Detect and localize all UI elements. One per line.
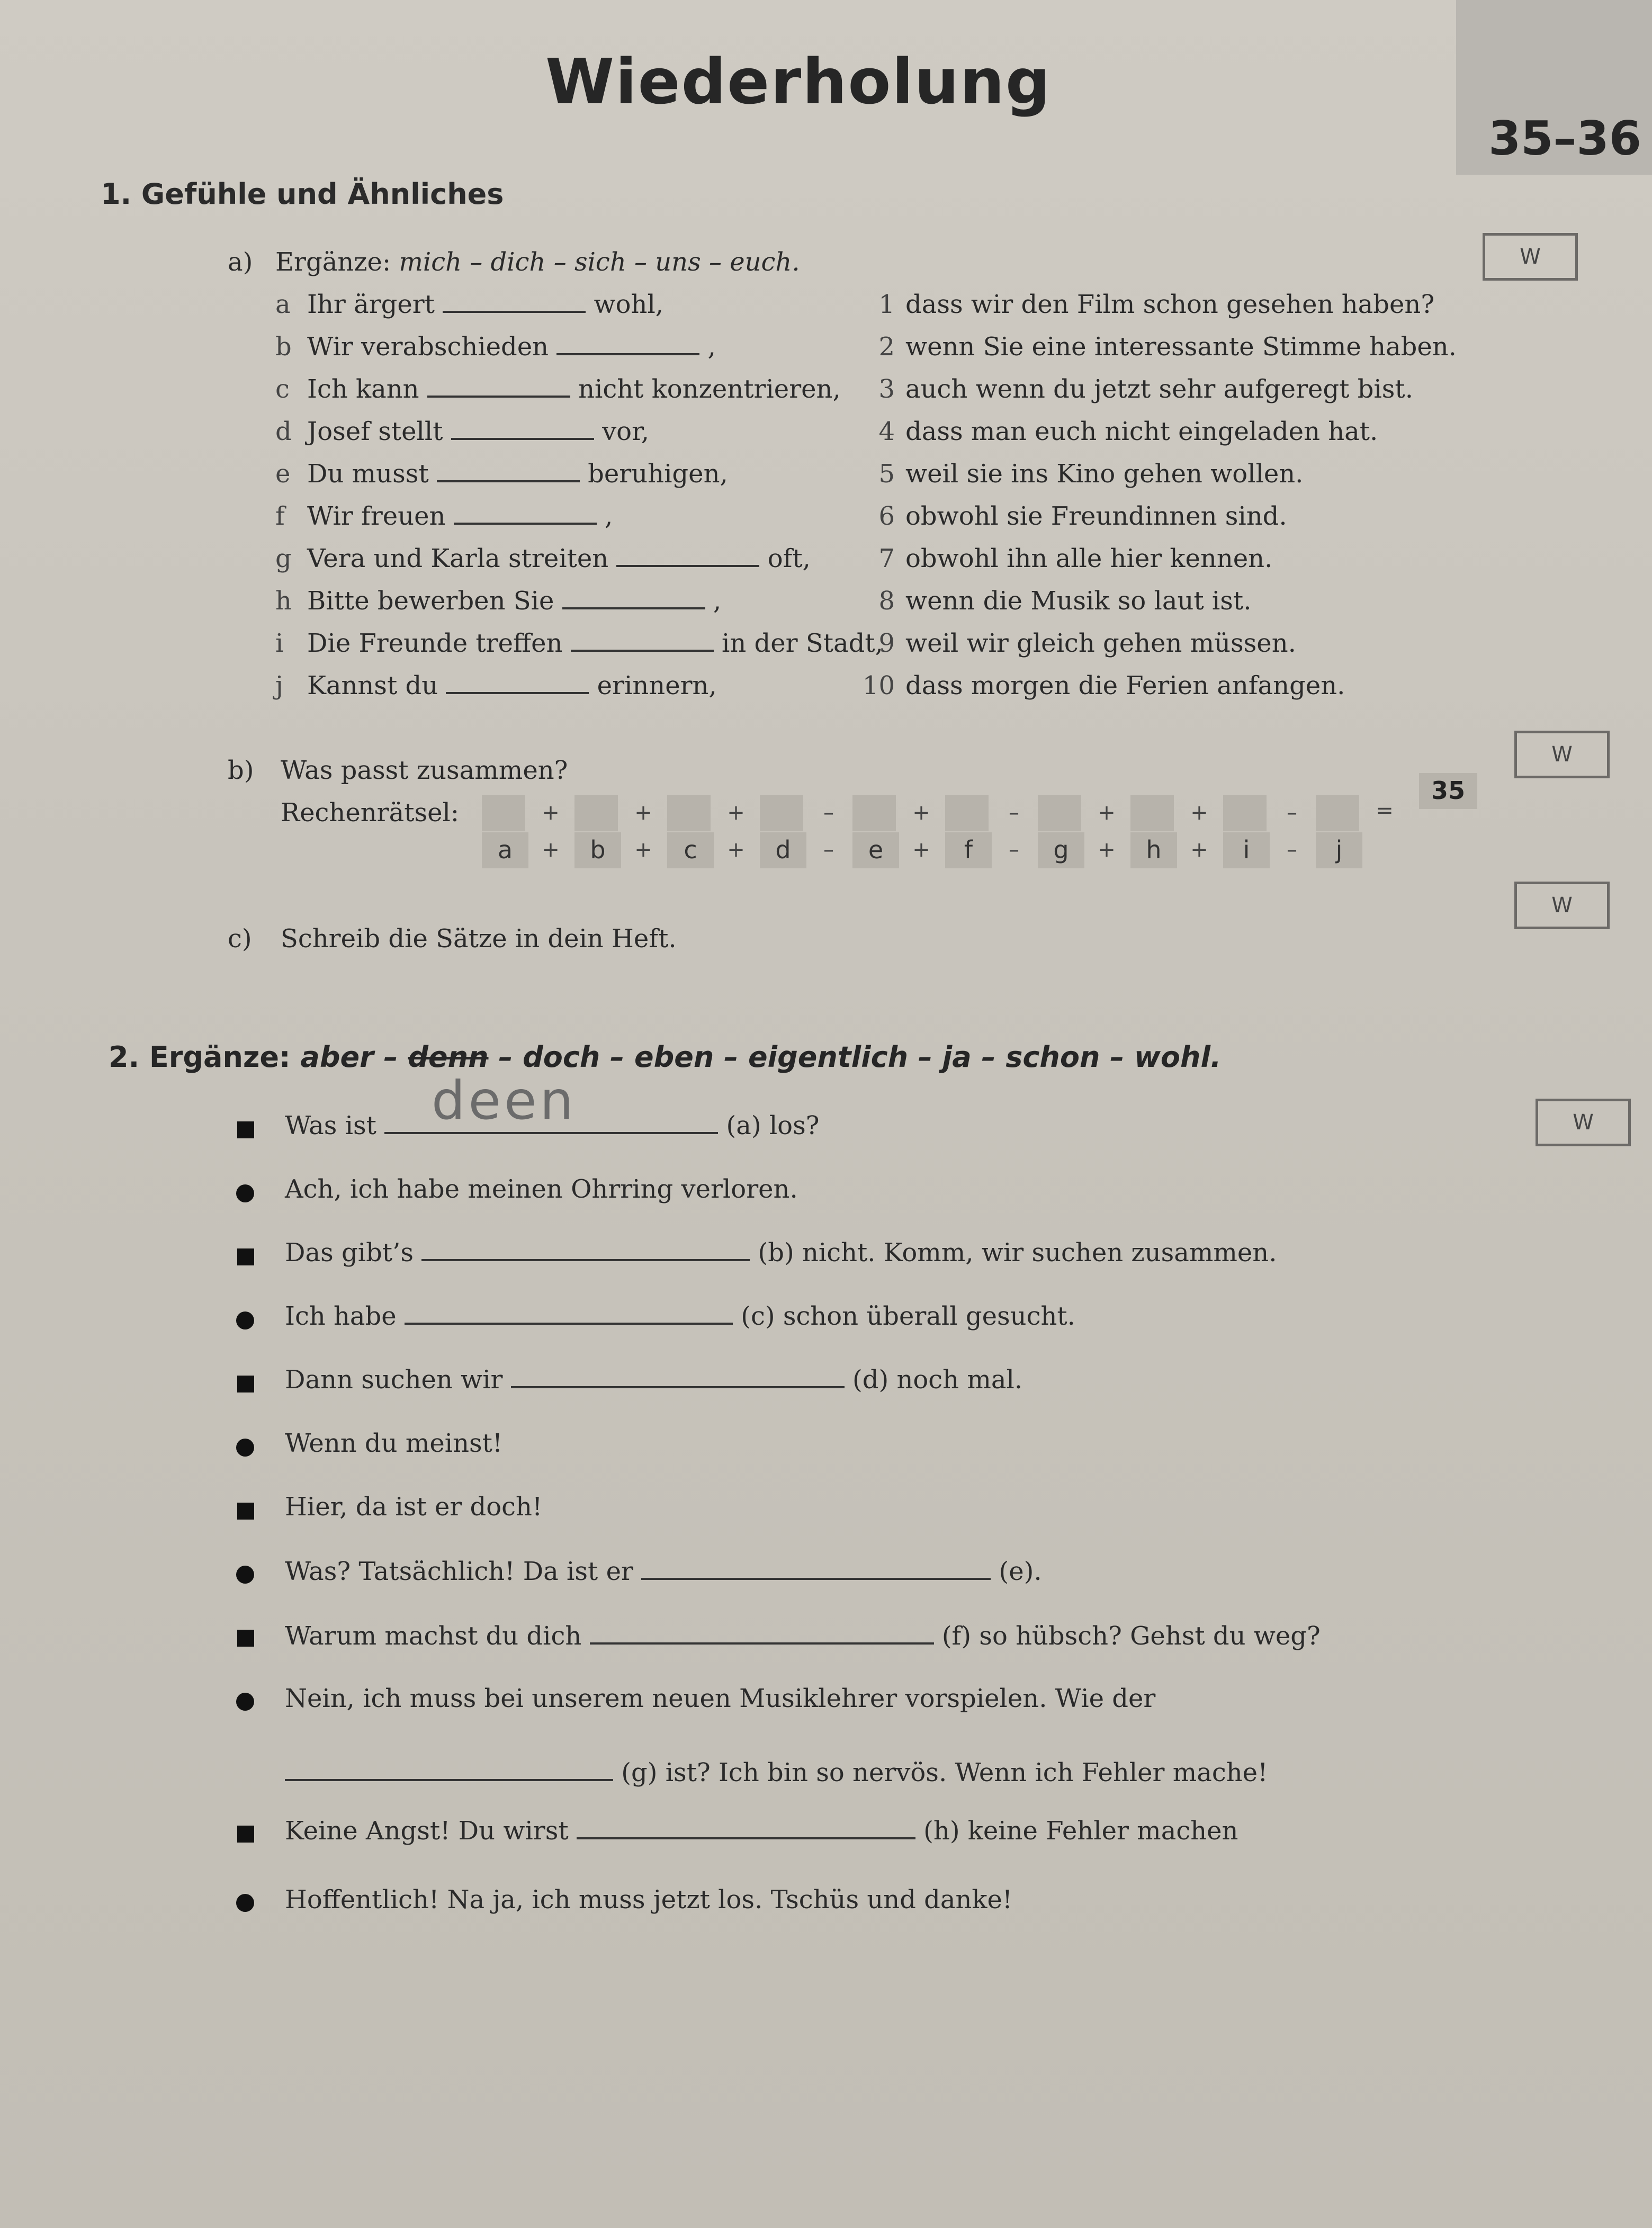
sentence-start-i [275,628,883,658]
circle-bullet [236,1894,254,1912]
answer-square[interactable] [482,795,525,831]
sentence-start-b [275,332,716,362]
sentence-before: Josef stellt [307,417,443,446]
item-number: 2 [878,332,895,362]
answer-square[interactable] [760,795,803,831]
sentence-after: wohl, [594,290,664,319]
answer-blank[interactable] [437,460,580,482]
line-before: Das gibt’s [285,1238,414,1268]
separator: – [488,1040,523,1074]
puzzle-label: Rechenrätsel: [281,798,460,828]
circle-bullet [236,1311,254,1329]
answer-blank[interactable] [641,1558,991,1580]
word-option: doch [523,1040,600,1074]
dialogue-line: Nein, ich muss bei unserem neuen Musiklehrer vorspielen. Wie der [285,1684,1156,1713]
sentence-before: Die Freunde treffen [307,628,563,658]
separator: – [971,1040,1006,1074]
line-before: Warum machst du dich [285,1621,582,1651]
item-number: 3 [878,374,895,404]
square-bullet [237,1826,254,1843]
word-option: eigentlich [748,1040,909,1074]
answer-blank[interactable] [285,1759,613,1781]
sentence-end-7 [858,544,1272,573]
answer-square[interactable] [667,795,711,831]
square-bullet [237,1376,254,1392]
line-after: (c) schon überall gesucht. [741,1301,1075,1331]
answer-blank[interactable] [451,418,594,440]
sentence-end-9 [858,628,1296,658]
sentence-start-d [275,417,649,446]
part-b-instruction: Was passt zusammen? [281,756,568,785]
sentence-end-text: dass wir den Film schon gesehen haben? [905,290,1435,319]
operator: + [542,838,560,862]
answer-blank[interactable] [590,1622,934,1645]
w-box-2: W [1536,1099,1631,1146]
answer-blank[interactable] [421,1239,750,1261]
operator: – [1287,801,1297,825]
separator: – [600,1040,634,1074]
sentence-end-3 [858,374,1413,404]
sentence-start-c [275,374,841,404]
item-number: 8 [878,586,895,616]
section-1-heading: 1. Gefühle und Ähnliches [101,177,504,211]
dialogue-line-h [285,1816,1238,1846]
item-letter: a [275,290,291,319]
answer-square[interactable] [1130,795,1174,831]
item-letter: i [275,628,284,658]
operator: + [634,801,652,825]
letter-square: h [1130,832,1177,868]
word-option: wohl. [1134,1040,1222,1074]
operator: + [912,838,930,862]
answer-square[interactable] [852,795,896,831]
word-option-struck: denn [408,1040,489,1074]
sentence-before: Kannst du [307,671,438,700]
letter-square: b [574,832,621,868]
operator: – [823,838,834,862]
item-letter: f [275,501,285,531]
answer-blank[interactable] [562,587,705,609]
answer-blank[interactable] [571,630,714,652]
item-number: 4 [878,417,895,446]
item-letter: d [275,417,292,446]
dialogue-line-g [285,1758,1268,1787]
answer-square[interactable] [945,795,989,831]
operator: – [1009,801,1019,825]
line-after: (a) los? [726,1111,820,1140]
answer-blank[interactable] [427,375,570,398]
sentence-start-f [275,501,613,531]
answer-blank[interactable] [577,1817,915,1839]
dialogue-line-d [285,1365,1022,1395]
item-letter: b [275,332,292,362]
w-box-a: W [1483,233,1578,281]
letter-square: g [1038,832,1084,868]
heading-prefix: 2. Ergänze: [109,1040,301,1074]
item-number: 1 [878,290,895,319]
sentence-before: Du musst [307,459,429,489]
sentence-start-h [275,586,721,616]
sentence-end-text: dass morgen die Ferien anfangen. [905,671,1345,700]
line-after: (e). [999,1557,1042,1586]
answer-blank[interactable] [454,502,597,525]
page-numbers: 35–36 [1488,111,1641,166]
operator: + [1098,801,1116,825]
line-after: (g) ist? Ich bin so nervös. Wenn ich Fehler mache! [621,1758,1268,1787]
item-number: 5 [878,459,895,489]
sentence-after: , [707,332,716,362]
line-after: (h) keine Fehler machen [923,1816,1238,1846]
dialogue-line: Hier, da ist er doch! [285,1492,543,1522]
part-b-label: b) [228,756,254,785]
answer-blank[interactable] [511,1366,845,1388]
part-c-instruction: Schreib die Sätze in dein Heft. [281,924,677,954]
operator: + [634,838,652,862]
sentence-before: Ich kann [307,374,419,404]
dialogue-line: Wenn du meinst! [285,1429,503,1458]
part-a-instruction [275,247,800,277]
operator: + [727,801,745,825]
sentence-after: , [713,586,722,616]
section-2-heading [109,1040,1221,1074]
sentence-end-text: obwohl sie Freundinnen sind. [905,501,1287,531]
operator: – [1009,838,1019,862]
sentence-before: Wir freuen [307,501,446,531]
separator: – [908,1040,942,1074]
item-letter: c [275,374,290,404]
operator: – [1287,838,1297,862]
letter-square: a [482,832,528,868]
square-bullet [237,1503,254,1520]
letter-square: f [945,832,992,868]
word-option: ja [942,1040,972,1074]
dialogue-line-c [285,1301,1075,1331]
handwritten-answer: deen [432,1070,577,1131]
answer-blank[interactable] [556,333,699,355]
sentence-end-text: wenn Sie eine interessante Stimme haben. [905,332,1457,362]
operator: + [1098,838,1116,862]
line-after: (b) nicht. Komm, wir suchen zusammen. [758,1238,1277,1268]
sentence-end-text: weil wir gleich gehen müssen. [905,628,1296,658]
sentence-end-5 [858,459,1303,489]
sentence-start-j [275,671,717,700]
sentence-end-4 [858,417,1378,446]
sentence-after: erinnern, [597,671,717,700]
sentence-after: beruhigen, [588,459,728,489]
answer-square[interactable] [1316,795,1359,831]
w-box-c: W [1514,882,1610,929]
letter-square: e [852,832,899,868]
separator: – [1100,1040,1135,1074]
page-title: Wiederholung [545,45,1052,118]
sentence-before: Bitte bewerben Sie [307,586,554,616]
instruction-word-list: mich – dich – sich – uns – euch. [399,247,800,277]
dialogue-line-b [285,1238,1277,1268]
sentence-end-text: weil sie ins Kino gehen wollen. [905,459,1304,489]
operator: + [1190,801,1208,825]
instruction-prefix: Ergänze: [275,247,399,277]
item-letter: h [275,586,292,616]
line-before: Was ist [285,1111,376,1140]
square-bullet [237,1248,254,1265]
answer-blank[interactable] [405,1302,733,1325]
sentence-after: , [604,501,613,531]
square-bullet [237,1121,254,1138]
line-after: (f) so hübsch? Gehst du weg? [941,1621,1321,1651]
word-option: eben [634,1040,714,1074]
operator: + [1190,838,1208,862]
dialogue-line: Ach, ich habe meinen Ohrring verloren. [285,1174,798,1204]
answer-blank[interactable] [616,545,759,567]
part-a-label: a) [228,247,253,277]
line-after: (d) noch mal. [852,1365,1023,1395]
item-number: 9 [878,628,895,658]
letter-square: i [1223,832,1270,868]
dialogue-line: Hoffentlich! Na ja, ich muss jetzt los. Tschüs und danke! [285,1885,1013,1915]
sentence-end-2 [858,332,1457,362]
letter-square: d [760,832,806,868]
sentence-before: Wir verabschieden [307,332,549,362]
item-number: 6 [878,501,895,531]
answer-square[interactable] [1223,795,1267,831]
sentence-after: oft, [767,544,811,573]
word-option: aber [300,1040,374,1074]
circle-bullet [236,1184,254,1202]
line-before: Ich habe [285,1301,397,1331]
operator: + [727,838,745,862]
letter-square: c [667,832,714,868]
sentence-after: vor, [602,417,650,446]
sentence-end-text: wenn die Musik so laut ist. [905,586,1252,616]
circle-bullet [236,1439,254,1457]
sentence-start-a [275,290,663,319]
item-letter: e [275,459,291,489]
item-letter: j [275,671,283,700]
line-before: Keine Angst! Du wirst [285,1816,569,1846]
operator: + [542,801,560,825]
operator: – [823,801,834,825]
circle-bullet [236,1566,254,1584]
item-number: 10 [862,671,895,700]
sentence-end-8 [858,586,1251,616]
sentence-end-1 [858,290,1434,319]
circle-bullet [236,1693,254,1711]
separator: – [373,1040,408,1074]
operator: + [912,801,930,825]
line-before: Dann suchen wir [285,1365,503,1395]
line-before: Was? Tatsächlich! Da ist er [285,1557,633,1586]
sentence-before: Ihr ärgert [307,290,435,319]
sentence-after: nicht konzentrieren, [578,374,841,404]
sentence-end-10 [858,671,1345,700]
square-bullet [237,1630,254,1647]
letter-square: j [1316,832,1362,868]
equals-sign: = [1376,798,1394,823]
sentence-after: in der Stadt, [721,628,883,658]
sentence-start-e [275,459,728,489]
separator: – [714,1040,748,1074]
answer-square[interactable] [1038,795,1081,831]
sentence-before: Vera und Karla streiten [307,544,609,573]
answer-blank[interactable] [443,291,586,313]
dialogue-line-e [285,1557,1042,1586]
answer-blank[interactable] [446,672,589,694]
sentence-end-6 [858,501,1287,531]
sentence-end-text: auch wenn du jetzt sehr aufgeregt bist. [905,374,1413,404]
item-number: 7 [878,544,895,573]
w-box-b: W [1514,731,1610,778]
sentence-start-g [275,544,811,573]
part-c-label: c) [228,924,252,954]
puzzle-result: 35 [1419,773,1477,809]
dialogue-line-f [285,1621,1321,1651]
sentence-end-text: obwohl ihn alle hier kennen. [905,544,1273,573]
sentence-end-text: dass man euch nicht eingeladen hat. [905,417,1378,446]
answer-square[interactable] [574,795,618,831]
item-letter: g [275,544,292,573]
word-option: schon [1005,1040,1100,1074]
